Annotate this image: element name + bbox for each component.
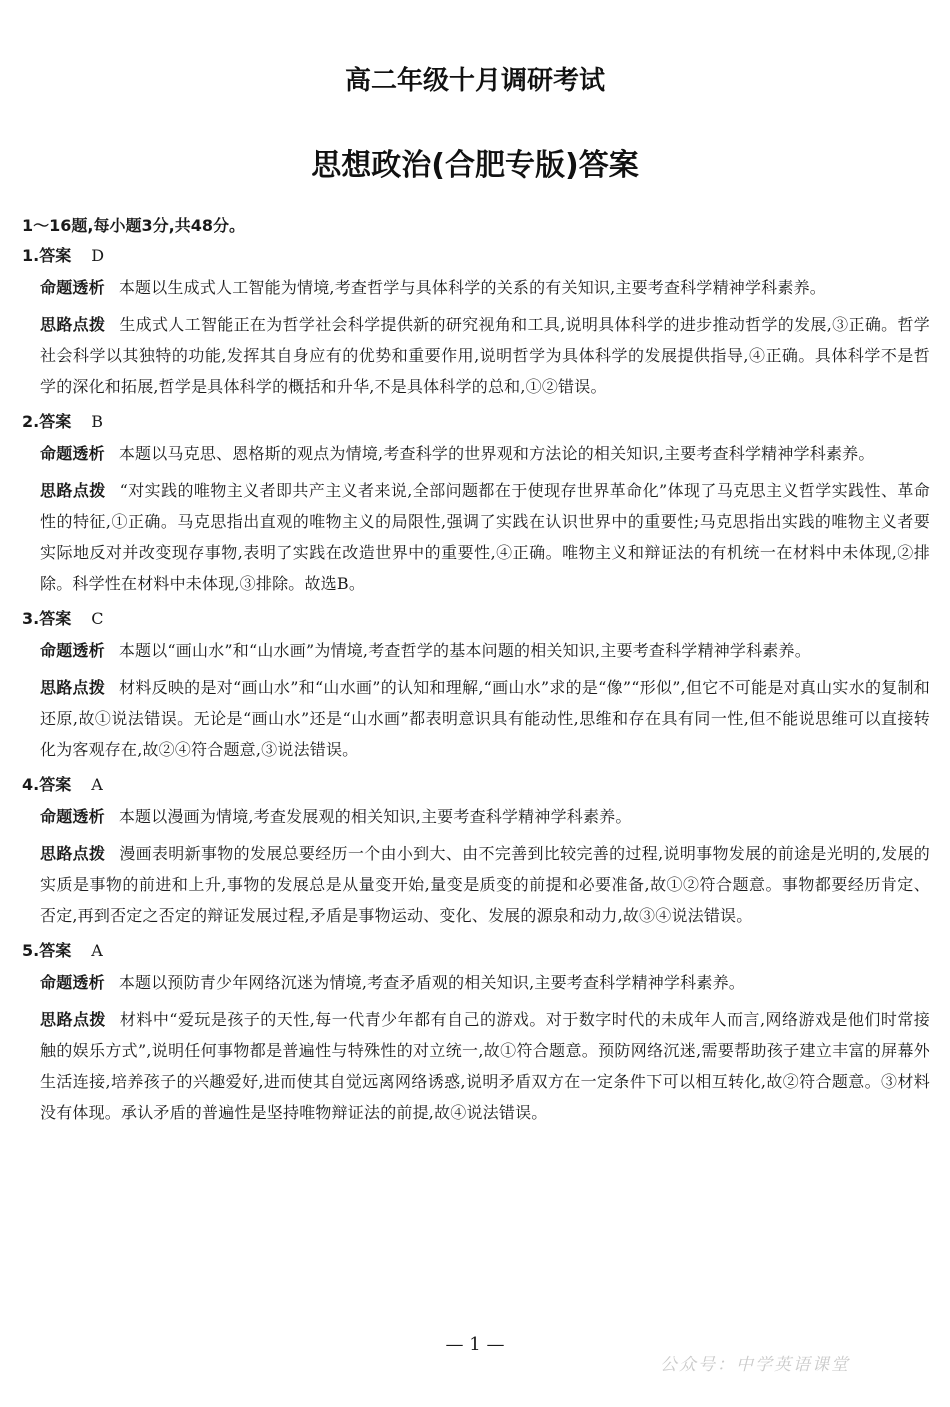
answer-choice: A bbox=[91, 775, 103, 794]
page-subtitle: 思想政治(合肥专版)答案 bbox=[311, 148, 639, 183]
analysis-label: 命题透析 bbox=[40, 973, 105, 992]
hint-paragraph bbox=[40, 672, 930, 765]
hint-label: 思路点拨 bbox=[40, 481, 106, 500]
analysis-paragraph bbox=[40, 438, 930, 469]
analysis-label: 命题透析 bbox=[40, 641, 105, 660]
question-header bbox=[22, 605, 930, 635]
hint-label: 思路点拨 bbox=[40, 1010, 106, 1029]
answer-choice: A bbox=[91, 941, 103, 960]
analysis-label: 命题透析 bbox=[40, 807, 105, 826]
answer-label: 答案 bbox=[39, 412, 72, 431]
watermark: 公众号：中学英语课堂 bbox=[660, 1355, 850, 1375]
question-number: 1. bbox=[22, 246, 40, 265]
analysis-text: 本题以漫画为情境,考查发展观的相关知识,主要考查科学精神学科素养。 bbox=[118, 807, 632, 826]
analysis-text: 本题以预防青少年网络沉迷为情境,考查矛盾观的相关知识,主要考查科学精神学科素养。 bbox=[118, 973, 745, 992]
answer-choice: C bbox=[91, 609, 104, 628]
hint-paragraph bbox=[40, 838, 930, 931]
page-title: 高二年级十月调研考试 bbox=[344, 66, 605, 96]
question-number: 4. bbox=[22, 775, 40, 794]
page-number: — 1 — bbox=[445, 1334, 505, 1355]
analysis-paragraph bbox=[40, 801, 930, 832]
hint-text: 漫画表明新事物的发展总要经历一个由小到大、由不完善到比较完善的过程,说明事物发展的前途是光明的,发展的实质是事物的前进和上升,事物的发展总是从量变开始,量变是质变的前提和必要准备,故①②符合题意。事物都要经历肯定、否定,再到否定之否定的辩证发展过程,矛盾是事物运动、变化、发展的源泉和动力,故③④说法错误。 bbox=[40, 844, 930, 925]
hint-paragraph bbox=[40, 475, 930, 599]
question-header bbox=[22, 937, 930, 967]
question-header bbox=[22, 408, 930, 438]
analysis-label: 命题透析 bbox=[40, 444, 105, 463]
answer-label: 答案 bbox=[39, 775, 72, 794]
question-item bbox=[22, 242, 930, 402]
answer-content bbox=[22, 212, 930, 1134]
analysis-label: 命题透析 bbox=[40, 278, 105, 297]
question-item bbox=[22, 937, 930, 1128]
hint-label: 思路点拨 bbox=[40, 315, 106, 334]
hint-paragraph bbox=[40, 1004, 930, 1128]
analysis-paragraph bbox=[40, 635, 930, 666]
analysis-text: 本题以“画山水”和“山水画”为情境,考查哲学的基本问题的相关知识,主要考查科学精神学科素养。 bbox=[118, 641, 811, 660]
section-intro: 1～16题,每小题3分,共48分。 bbox=[22, 216, 245, 235]
analysis-paragraph bbox=[40, 967, 930, 998]
hint-text: 材料中“爱玩是孩子的天性,每一代青少年都有自己的游戏。对于数字时代的未成年人而言,网络游戏是他们时常接触的娱乐方式”,说明任何事物都是普遍性与特殊性的对立统一,故①符合题意。预防网络沉迷,需要帮助孩子建立丰富的屏幕外生活连接,培养孩子的兴趣爱好,进而使其自觉远离网络诱惑,说明矛盾双方在一定条件下可以相互转化,故②符合题意。③材料没有体现。承认矛盾的普遍性是坚持唯物辩证法的前提,故④说法错误。 bbox=[40, 1010, 930, 1122]
answer-choice: D bbox=[91, 246, 105, 265]
question-header bbox=[22, 771, 930, 801]
analysis-paragraph bbox=[40, 272, 930, 303]
answer-label: 答案 bbox=[39, 941, 72, 960]
question-item bbox=[22, 771, 930, 931]
hint-paragraph bbox=[40, 309, 930, 402]
analysis-text: 本题以马克思、恩格斯的观点为情境,考查科学的世界观和方法论的相关知识,主要考查科学精神学科素养。 bbox=[118, 444, 875, 463]
question-number: 3. bbox=[22, 609, 40, 628]
question-number: 5. bbox=[22, 941, 40, 960]
hint-text: “对实践的唯物主义者即共产主义者来说,全部问题都在于使现存世界革命化”体现了马克思主义哲学实践性、革命性的特征,①正确。马克思指出直观的唯物主义的局限性,强调了实践在认识世界中的重要性;马克思指出实践的唯物主义者要实际地反对并改变现存事物,表明了实践在改造世界中的重要性,④正确。唯物主义和辩证法的有机统一在材料中未体现,②排除。科学性在材料中未体现,③排除。故选B。 bbox=[40, 481, 930, 593]
question-list bbox=[22, 242, 930, 1128]
hint-label: 思路点拨 bbox=[40, 678, 106, 697]
answer-label: 答案 bbox=[39, 246, 72, 265]
hint-text: 生成式人工智能正在为哲学社会科学提供新的研究视角和工具,说明具体科学的进步推动哲学的发展,③正确。哲学社会科学以其独特的功能,发挥其自身应有的优势和重要作用,说明哲学为具体科学的发展提供指导,④正确。具体科学不是哲学的深化和拓展,哲学是具体科学的概括和升华,不是具体科学的总和,①②错误。 bbox=[40, 315, 930, 396]
question-item bbox=[22, 605, 930, 765]
analysis-text: 本题以生成式人工智能为情境,考查哲学与具体科学的关系的有关知识,主要考查科学精神学科素养。 bbox=[118, 278, 826, 297]
answer-choice: B bbox=[91, 412, 103, 431]
question-header bbox=[22, 242, 930, 272]
answer-label: 答案 bbox=[39, 609, 72, 628]
hint-label: 思路点拨 bbox=[40, 844, 106, 863]
question-number: 2. bbox=[22, 412, 40, 431]
hint-text: 材料反映的是对“画山水”和“山水画”的认知和理解,“画山水”求的是“像”“形似”,但它不可能是对真山实水的复制和还原,故①说法错误。无论是“画山水”还是“山水画”都表明意识具有能动性,思维和存在具有同一性,但不能说思维可以直接转化为客观存在,故②④符合题意,③说法错误。 bbox=[40, 678, 930, 759]
question-item bbox=[22, 408, 930, 599]
